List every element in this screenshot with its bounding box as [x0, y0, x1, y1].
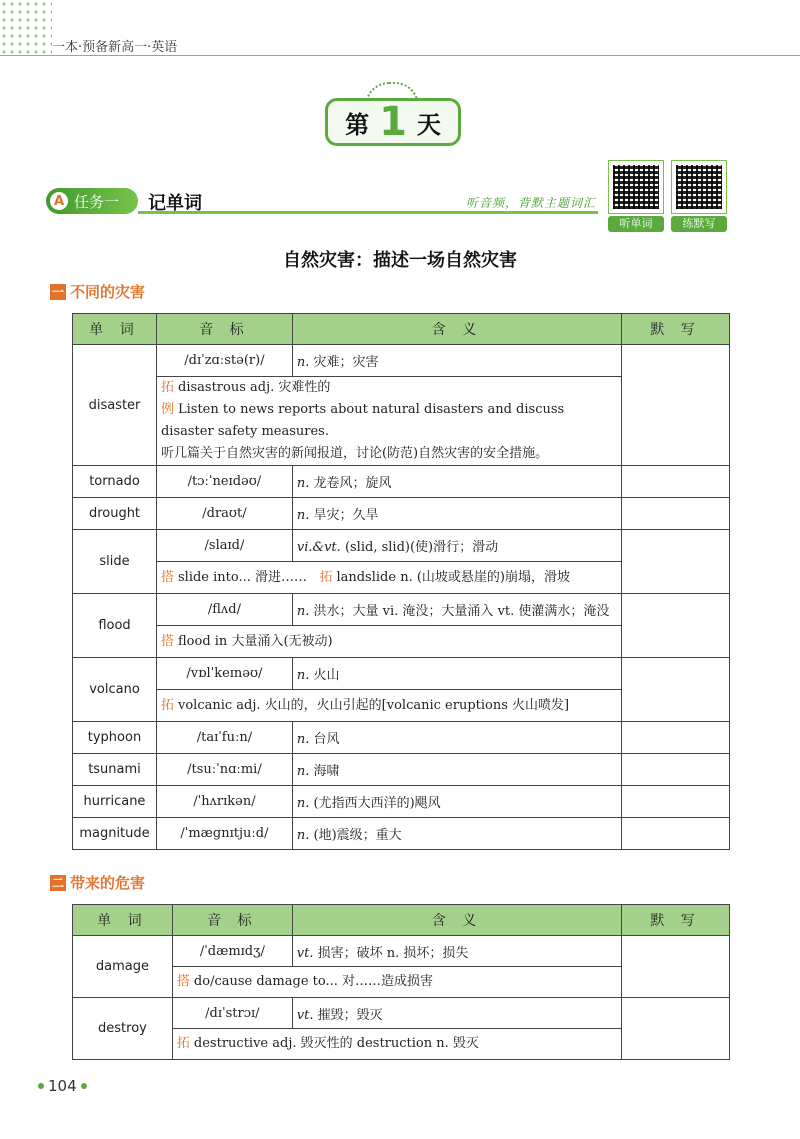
col-header-pron: 音 标: [172, 905, 292, 936]
meaning-text: (地)震级；重大: [313, 828, 402, 843]
extension-cell: [156, 690, 621, 722]
word-cell: drought: [73, 498, 157, 530]
meaning-text: 洪水；大量 vi. 淹没；大量涌入 vt. 使灌满水；淹没: [313, 604, 610, 619]
dictation-field[interactable]: [622, 466, 730, 498]
dictation-field[interactable]: [622, 754, 730, 786]
qr-label: 听单词: [608, 216, 664, 232]
extension-cell: [172, 1029, 621, 1060]
meaning-cell: [292, 998, 621, 1029]
extension-cell: [156, 562, 621, 594]
dictation-field[interactable]: [622, 658, 730, 722]
pron-cell: /tɔːˈneɪdəʊ/: [156, 466, 292, 498]
meaning-text: 台风: [313, 732, 340, 747]
task-title: 记单词: [148, 193, 202, 214]
dictation-field[interactable]: [622, 936, 730, 998]
table-row: [73, 936, 730, 967]
vocab-table-damage: [72, 904, 730, 1060]
pron-cell: /ˈmægnɪtjuːd/: [156, 818, 292, 850]
qr-label: 练默写: [671, 216, 727, 232]
col-header-meaning: 含 义: [292, 314, 621, 345]
task-badge-label: 任务一: [74, 192, 120, 211]
dictation-field[interactable]: [622, 786, 730, 818]
dictation-field[interactable]: [622, 530, 730, 594]
book-title: 一本·预备新高一·英语: [52, 40, 178, 55]
word-cell: hurricane: [73, 786, 157, 818]
qr-listen-words[interactable]: [608, 160, 664, 232]
table-row: [73, 594, 730, 626]
ext-text: volcanic adj. 火山的，火山引起的[volcanic eruptions 火山喷发]: [178, 697, 570, 713]
ext-text: flood in 大量涌入(无被动): [178, 633, 333, 649]
ext-text: disastrous adj. 灾难性的: [178, 380, 331, 395]
meaning-cell: [292, 754, 621, 786]
page-title: 自然灾害：描述一场自然灾害: [283, 250, 517, 271]
table-row: [73, 998, 730, 1029]
meaning-cell: [292, 594, 621, 626]
ext-text: do/cause damage to... 对……造成损害: [193, 974, 434, 989]
task-header: [46, 188, 606, 216]
col-header-dictation: 默 写: [622, 314, 730, 345]
pron-cell: /tsuːˈnɑːmi/: [156, 754, 292, 786]
meaning-text: (slid, slid)(使)滑行；滑动: [344, 540, 499, 555]
word-cell: tornado: [73, 466, 157, 498]
word-cell: damage: [73, 936, 173, 998]
col-header-dictation: 默 写: [622, 905, 730, 936]
pos-label: n.: [296, 508, 310, 523]
ext-tag: 拓: [160, 380, 174, 395]
word-cell: magnitude: [73, 818, 157, 850]
meaning-text: 龙卷风；旋风: [313, 476, 392, 491]
col-header-pron: 音 标: [156, 314, 292, 345]
word-cell: typhoon: [73, 722, 157, 754]
meaning-text: 海啸: [313, 764, 340, 779]
table-header-row: [73, 314, 730, 345]
pron-cell: /draʊt/: [156, 498, 292, 530]
qr-practice-dictation[interactable]: [671, 160, 727, 232]
word-cell: volcano: [73, 658, 157, 722]
meaning-text: 灾难；灾害: [313, 355, 379, 370]
col-header-meaning: 含 义: [292, 905, 621, 936]
pos-label: n.: [296, 796, 310, 811]
extension-cell: [156, 626, 621, 658]
meaning-text: 损害；破坏 n. 损坏；损失: [317, 945, 469, 961]
col-header-word: 单 词: [73, 905, 173, 936]
meaning-cell: [292, 345, 621, 377]
day-suffix: 天: [416, 110, 441, 139]
pos-label: n.: [296, 604, 310, 619]
vocab-table-disasters: [72, 313, 730, 850]
ext-text: destructive adj. 毁灭性的 destruction n. 毁灭: [193, 1036, 479, 1051]
table-row: [73, 818, 730, 850]
ext-tag: 拓: [176, 1036, 190, 1051]
pos-label: vt.: [296, 945, 314, 961]
meaning-text: 火山: [313, 668, 340, 683]
pos-label: n.: [296, 764, 310, 779]
table-row: [73, 658, 730, 690]
meaning-text: (尤指西大西洋的)飓风: [313, 796, 441, 811]
example-tag: 例: [160, 402, 174, 417]
word-cell: slide: [73, 530, 157, 594]
ext2-text: landslide n. (山坡或悬崖的)崩塌，滑坡: [336, 569, 570, 585]
meaning-cell: [292, 498, 621, 530]
meaning-cell: [292, 530, 621, 562]
pron-cell: /dɪˈstrɔɪ/: [172, 998, 292, 1029]
task-badge: [46, 188, 138, 214]
ext-tag: 搭: [160, 569, 174, 585]
table-row: [73, 345, 730, 377]
word-cell: tsunami: [73, 754, 157, 786]
header-divider: [0, 55, 800, 56]
dot-icon: [81, 1083, 87, 1089]
meaning-cell: [292, 818, 621, 850]
pos-label: n.: [296, 476, 310, 491]
day-number: 1: [379, 99, 407, 145]
word-cell: flood: [73, 594, 157, 658]
ext-tag: 搭: [176, 974, 190, 989]
section-number: 一: [51, 285, 64, 299]
extension-cell: [172, 967, 621, 998]
pron-cell: /vɒlˈkeɪnəʊ/: [156, 658, 292, 690]
dictation-field[interactable]: [622, 818, 730, 850]
pos-label: n.: [296, 668, 310, 683]
pron-cell: /slaɪd/: [156, 530, 292, 562]
task-underline: [138, 211, 598, 214]
dictation-field[interactable]: [622, 594, 730, 658]
qr-code-icon: [608, 160, 664, 214]
section-number: 二: [51, 876, 64, 890]
section-heading: [50, 281, 145, 302]
day-prefix: 第: [345, 110, 370, 139]
table-row: [73, 466, 730, 498]
col-header-word: 单 词: [73, 314, 157, 345]
table-header-row: [73, 905, 730, 936]
meaning-cell: [292, 722, 621, 754]
pos-label: vi.&vt.: [296, 540, 341, 555]
table-row: [73, 754, 730, 786]
section-title: 带来的危害: [70, 874, 146, 892]
qr-code-icon: [671, 160, 727, 214]
extension-cell: [156, 377, 621, 466]
pos-label: vt.: [296, 1007, 314, 1023]
dictation-field[interactable]: [622, 998, 730, 1060]
meaning-cell: [292, 466, 621, 498]
ext-tag: 搭: [160, 633, 174, 649]
ext-text: slide into... 滑进……: [178, 569, 308, 585]
pron-cell: /dɪˈzɑːstə(r)/: [156, 345, 292, 377]
ext-tag: 拓: [160, 697, 174, 713]
meaning-text: 旱灾；久旱: [313, 508, 379, 523]
dot-icon: [38, 1083, 44, 1089]
table-row: [73, 498, 730, 530]
meaning-cell: [292, 658, 621, 690]
task-note: 听音频，背默主题词汇: [465, 196, 596, 210]
section-title: 不同的灾害: [70, 283, 146, 301]
meaning-cell: [292, 786, 621, 818]
word-cell: disaster: [73, 345, 157, 466]
meaning-cell: [292, 936, 621, 967]
example-translation: 听几篇关于自然灾害的新闻报道，讨论(防范)自然灾害的安全措施。: [160, 446, 549, 461]
corner-dot-pattern: [0, 0, 52, 55]
pron-cell: /ˈhʌrɪkən/: [156, 786, 292, 818]
table-row: [73, 786, 730, 818]
pos-label: n.: [296, 355, 310, 370]
dictation-field[interactable]: [622, 345, 730, 466]
pos-label: n.: [296, 732, 310, 747]
page-number-text: 104: [48, 1077, 77, 1095]
example-text: Listen to news reports about natural disasters and discuss disaster safety measures.: [160, 402, 565, 439]
dictation-field[interactable]: [622, 498, 730, 530]
ext2-tag: 拓: [319, 569, 333, 585]
table-row: [73, 530, 730, 562]
task-letter: A: [50, 192, 68, 210]
pron-cell: /ˈdæmɪdʒ/: [172, 936, 292, 967]
table-row: [73, 722, 730, 754]
pos-label: n.: [296, 828, 310, 843]
pron-cell: /taɪˈfuːn/: [156, 722, 292, 754]
page-number: [34, 1077, 91, 1095]
day-badge: [325, 98, 461, 146]
dictation-field[interactable]: [622, 722, 730, 754]
word-cell: destroy: [73, 998, 173, 1060]
pron-cell: /flʌd/: [156, 594, 292, 626]
section-heading: [50, 872, 145, 893]
meaning-text: 摧毁；毁灭: [317, 1007, 383, 1023]
